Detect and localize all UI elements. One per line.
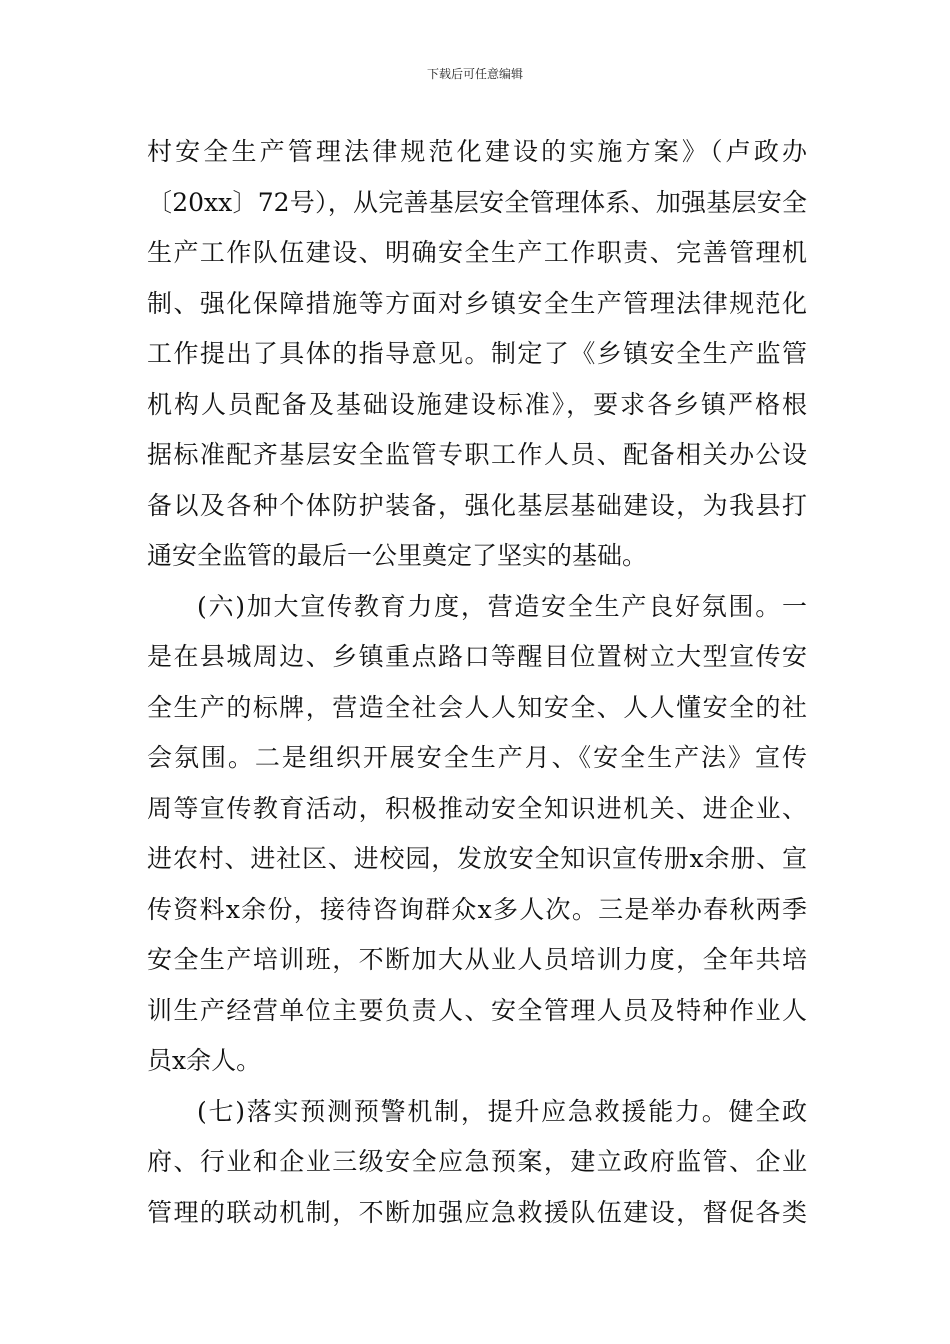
text-line: 会氛围。二是组织开展安全生产月、《安全生产法》宣传: [147, 743, 807, 772]
text-line: 府、行业和企业三级安全应急预案，建立政府监管、企业: [147, 1147, 807, 1176]
text-line: 安全生产培训班，不断加大从业人员培训力度，全年共培: [147, 945, 807, 974]
text-line: 管理的联动机制，不断加强应急救援队伍建设，督促各类: [147, 1197, 807, 1227]
text-line: 备以及各种个体防护装备，强化基层基础建设，为我县打: [147, 490, 807, 520]
text-line: 制、强化保障措施等方面对乡镇安全生产管理法律规范化: [147, 288, 807, 318]
text-line: 据标准配齐基层安全监管专职工作人员、配备相关办公设: [147, 440, 807, 469]
text-line: 生产工作队伍建设、明确安全生产工作职责、完善管理机: [147, 238, 807, 267]
text-line: 是在县城周边、乡镇重点路口等醒目位置树立大型宣传安: [147, 642, 807, 671]
text-line: 通安全监管的最后一公里奠定了坚实的基础。: [147, 541, 648, 570]
paragraph-first-line: (七)落实预测预警机制，提升应急救援能力。健全政: [197, 1096, 807, 1126]
text-line: 传资料x余份，接待咨询群众x多人次。三是举办春秋两季: [147, 894, 807, 924]
text-line: 员x余人。: [147, 1046, 262, 1075]
document-body: [147, 127, 807, 1238]
text-line: 周等宣传教育活动，积极推动安全知识进机关、进企业、: [147, 793, 807, 823]
text-line: 进农村、进社区、进校园，发放安全知识宣传册x余册、宣: [147, 844, 807, 873]
text-line: 训生产经营单位主要负责人、安全管理人员及特种作业人: [147, 995, 807, 1025]
text-line: 〔20xx〕72号），从完善基层安全管理体系、加强基层安全: [147, 187, 807, 217]
text-line: 全生产的标牌，营造全社会人人知安全、人人懂安全的社: [147, 692, 807, 722]
paragraph-first-line: (六)加大宣传教育力度，营造安全生产良好氛围。一: [197, 591, 807, 621]
text-line: 机构人员配备及基础设施建设标准》，要求各乡镇严格根: [147, 389, 807, 419]
page-header: 下载后可任意编辑: [426, 67, 523, 81]
text-line: 工作提出了具体的指导意见。制定了《乡镇安全生产监管: [147, 339, 807, 368]
text-line: 村安全生产管理法律规范化建设的实施方案》（卢政办: [147, 137, 807, 166]
